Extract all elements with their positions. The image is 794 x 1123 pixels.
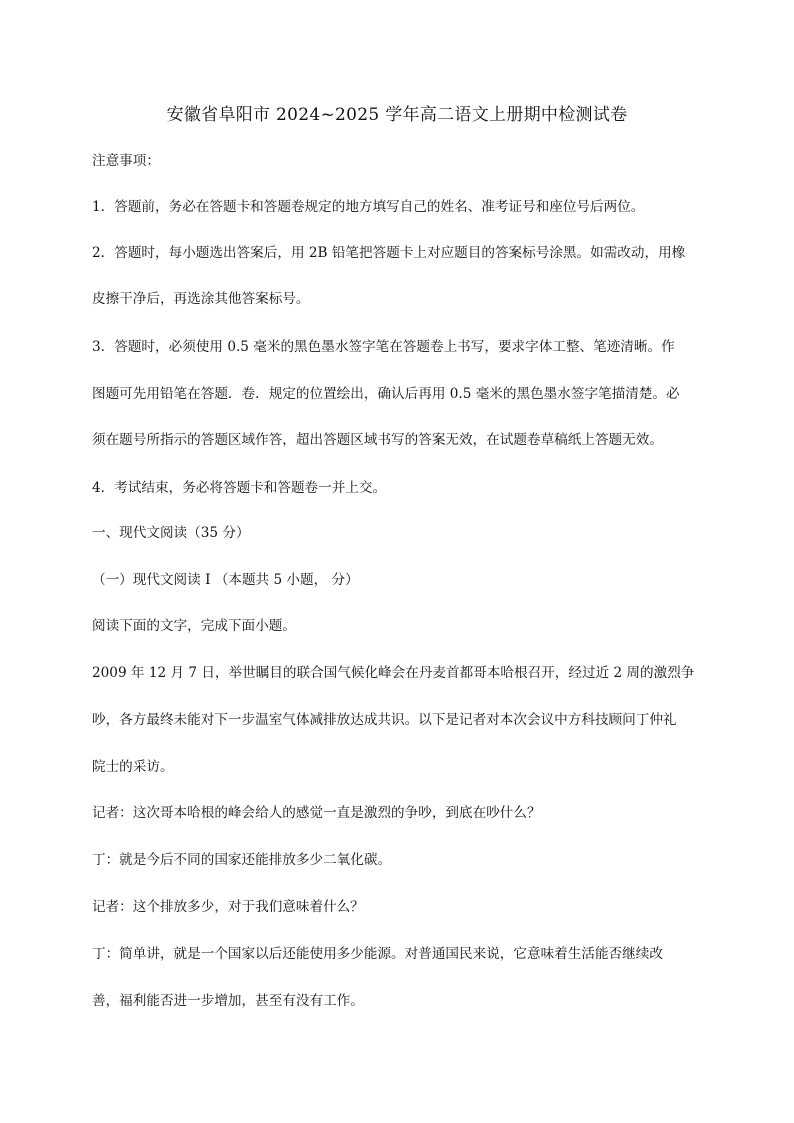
notice-item-3-line-1: 3．答题时，必须使用 0.5 毫米的黑色墨水签字笔在答题卷上书写，要求字体工整、笔迹清晰。作 [92,339,675,355]
reading-instruction: 阅读下面的文字，完成下面小题。 [92,618,296,634]
subsection-heading: （一）现代文阅读 I （本题共 5 小题， 分） [92,572,359,588]
notice-item-2-line-1: 2．答题时，每小题选出答案后，用 2B 铅笔把答题卡上对应题目的答案标号涂黑。如需改动，用橡 [92,245,686,261]
notice-item-1: 1．答题前，务必在答题卡和答题卷规定的地方填写自己的姓名、准考证号和座位号后两位。 [92,199,645,215]
notice-item-4: 4．考试结束，务必将答题卡和答题卷一并上交。 [92,480,387,496]
interview-question-1: 记者：这次哥本哈根的峰会给人的感觉一直是激烈的争吵，到底在吵什么？ [92,805,541,821]
interview-answer-2-line-1: 丁：简单讲，就是一个国家以后还能使用多少能源。对普通国民来说，它意味着生活能否继续改 [92,946,663,962]
passage-line-3: 院士的采访。 [92,759,174,775]
notice-item-3-line-2: 图题可先用铅笔在答题．卷．规定的位置绘出，确认后再用 0.5 毫米的黑色墨水签字笔描清楚。必 [92,386,680,402]
interview-answer-1: 丁：就是今后不同的国家还能排放多少二氧化碳。 [92,852,392,868]
notice-item-2-line-2: 皮擦干净后，再选涂其他答案标号。 [92,291,310,307]
notice-heading: 注意事项： [92,153,160,169]
section-heading: 一、现代文阅读（35 分） [92,525,250,541]
document-title: 安徽省阜阳市 2024~2025 学年高二语文上册期中检测试卷 [166,105,628,125]
notice-item-3-line-3: 须在题号所指示的答题区域作答，超出答题区域书写的答案无效，在试题卷草稿纸上答题无效。 [92,432,663,448]
passage-line-1: 2009 年 12 月 7 日，举世瞩目的联合国气候化峰会在丹麦首都哥本哈根召开，经过近 2 周的激烈争 [92,665,695,681]
interview-question-2: 记者：这个排放多少，对于我们意味着什么？ [92,899,364,915]
interview-answer-2-line-2: 善，福利能否进一步增加，甚至有没有工作。 [92,993,364,1009]
passage-line-2: 吵，各方最终未能对下一步温室气体减排放达成共识。以下是记者对本次会议中方科技顾问丁仲礼 [92,712,677,728]
